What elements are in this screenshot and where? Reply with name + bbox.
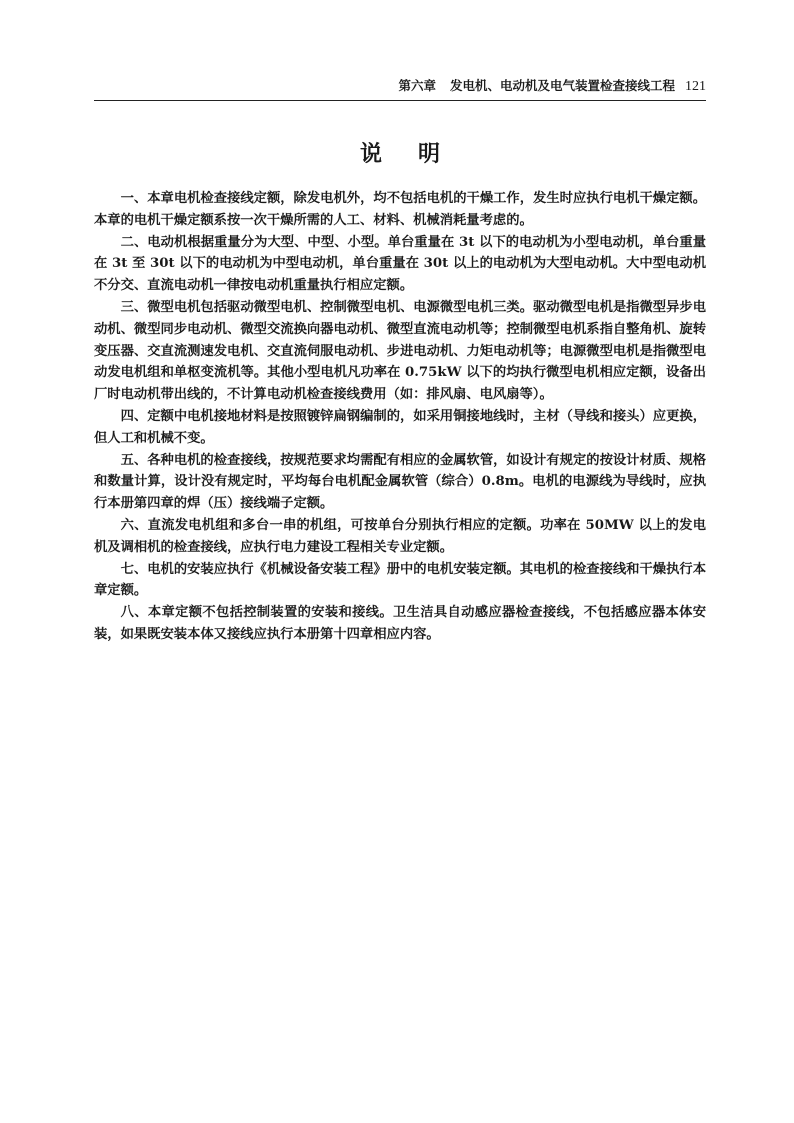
paragraph-2: 二、电动机根据重量分为大型、中型、小型。单台重量在 3t 以下的电动机为小型电动机，单台重量在 3t 至 30t 以下的电动机为中型电动机，单台重量在 30t 以上的电动机为大型电动机。大中型电动机不分交、直流电动机一律按电动机重量执行相应定额。 <box>94 234 706 294</box>
paragraph-6: 六、直流发电机组和多台一串的机组，可按单台分别执行相应的定额。功率在 50MW 以上的发电机及调相机的检查接线，应执行电力建设工程相关专业定额。 <box>94 517 706 555</box>
body-text <box>94 188 706 646</box>
page-number: 121 <box>685 79 706 94</box>
paragraph-8: 八、本章定额不包括控制装置的安装和接线。卫生洁具自动感应器检查接线，不包括感应器本体安装，如果既安装本体又接线应执行本册第十四章相应内容。 <box>94 605 706 642</box>
chapter-label: 第六章 <box>398 78 436 93</box>
paragraph-7: 七、电机的安装应执行《机械设备安装工程》册中的电机安装定额。其电机的检查接线和干燥执行本章定额。 <box>94 561 706 599</box>
paragraph-1: 一、本章电机检查接线定额，除发电机外，均不包括电机的干燥工作，发生时应执行电机干燥定额。本章的电机干燥定额系按一次干燥所需的人工、材料、机械消耗量考虑的。 <box>94 191 706 228</box>
section-title: 说明 <box>359 141 476 167</box>
running-header <box>94 76 706 96</box>
header-divider <box>94 100 706 101</box>
paragraph-4: 四、定额中电机接地材料是按照镀锌扁钢编制的，如采用铜接地线时，主材（导线和接头）应更换，但人工和机械不变。 <box>94 408 706 446</box>
paragraph-3: 三、微型电机包括驱动微型电机、控制微型电机、电源微型电机三类。驱动微型电机是指微型异步电动机、微型同步电动机、微型交流换向器电动机、微型直流电动机等；控制微型电机系指自整角机、旋转变压器、交直流测速发电机、交直流伺服电动机、步进电动机、力矩电动机等；电源微型电机是指微型电动发电机组和单枢变流机等。其他小型电机凡功率在 0.75kW 以下的均执行微型电机相应定额，设备出厂时电动机带出线的，不计算电动机检查接线费用（如：排风扇、电风扇等）。 <box>94 299 706 403</box>
paragraph-5: 五、各种电机的检查接线，按规范要求均需配有相应的金属软管，如设计有规定的按设计材质、规格和数量计算，设计没有规定时，平均每台电机配金属软管（综合）0.8m。电机的电源线为导线时，应执行本册第四章的焊（压）接线端子定额。 <box>94 452 706 512</box>
chapter-title: 发电机、电动机及电气装置检查接线工程 <box>449 78 675 93</box>
